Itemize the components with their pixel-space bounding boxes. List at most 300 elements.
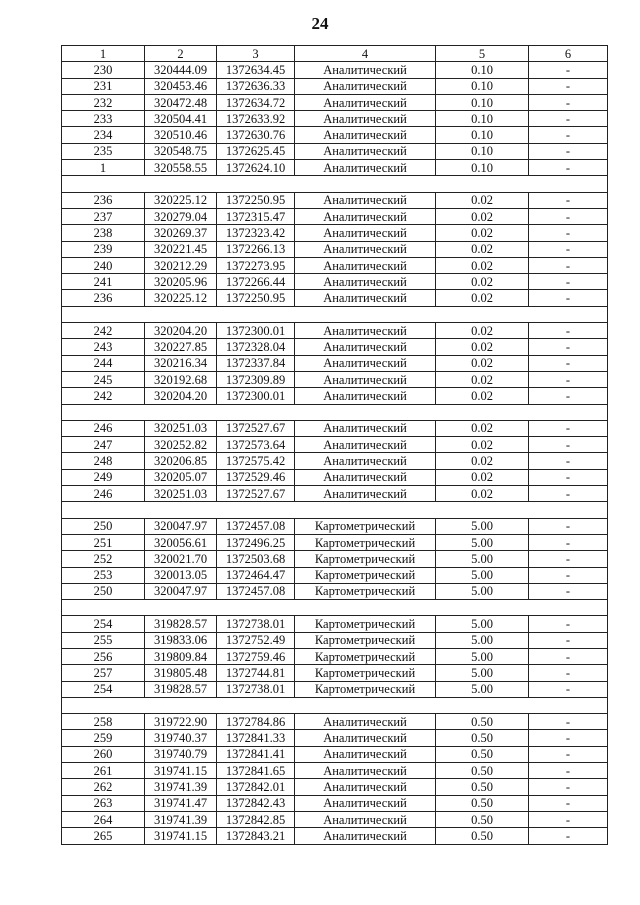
- table-cell: 257: [62, 665, 145, 681]
- table-cell: 245: [62, 371, 145, 387]
- table-header-row: [62, 46, 608, 62]
- table-cell: 320453.46: [145, 78, 217, 94]
- table-row: [62, 371, 608, 387]
- table-cell: -: [529, 127, 608, 143]
- table-cell: 5.00: [436, 518, 529, 534]
- table-cell: 0.50: [436, 779, 529, 795]
- table-row: [62, 714, 608, 730]
- empty-cell: [217, 306, 295, 322]
- empty-cell: [436, 502, 529, 518]
- table-cell: Аналитический: [295, 420, 436, 436]
- empty-cell: [529, 697, 608, 713]
- table-cell: 247: [62, 437, 145, 453]
- table-row: [62, 143, 608, 159]
- group-separator-row: [62, 404, 608, 420]
- empty-cell: [62, 502, 145, 518]
- table-cell: -: [529, 208, 608, 224]
- page-number: 24: [311, 14, 329, 33]
- table-cell: 0.50: [436, 714, 529, 730]
- table-row: [62, 208, 608, 224]
- empty-cell: [295, 600, 436, 616]
- table-cell: Картометрический: [295, 632, 436, 648]
- empty-cell: [145, 306, 217, 322]
- table-cell: -: [529, 811, 608, 827]
- empty-cell: [217, 502, 295, 518]
- table-cell: 0.02: [436, 192, 529, 208]
- table-cell: -: [529, 486, 608, 502]
- table-cell: Аналитический: [295, 730, 436, 746]
- empty-cell: [62, 176, 145, 192]
- table-cell: 320216.34: [145, 355, 217, 371]
- table-cell: 1372250.95: [217, 192, 295, 208]
- table-row: [62, 290, 608, 306]
- table-cell: 319809.84: [145, 648, 217, 664]
- table-cell: -: [529, 763, 608, 779]
- empty-cell: [295, 176, 436, 192]
- table-cell: Аналитический: [295, 160, 436, 176]
- empty-cell: [436, 600, 529, 616]
- table-cell: -: [529, 730, 608, 746]
- table-cell: 230: [62, 62, 145, 78]
- table-cell: Аналитический: [295, 241, 436, 257]
- table-cell: Картометрический: [295, 551, 436, 567]
- table-cell: 1372630.76: [217, 127, 295, 143]
- table-cell: 320056.61: [145, 534, 217, 550]
- table-cell: 320510.46: [145, 127, 217, 143]
- table-cell: 1372634.45: [217, 62, 295, 78]
- table-row: [62, 453, 608, 469]
- table-cell: 0.02: [436, 469, 529, 485]
- table-row: [62, 355, 608, 371]
- table-cell: -: [529, 795, 608, 811]
- empty-cell: [436, 404, 529, 420]
- table-cell: -: [529, 192, 608, 208]
- table-cell: 320225.12: [145, 290, 217, 306]
- table-cell: Аналитический: [295, 469, 436, 485]
- table-cell: 250: [62, 583, 145, 599]
- table-cell: 1372738.01: [217, 681, 295, 697]
- table-cell: 0.02: [436, 371, 529, 387]
- table-cell: 254: [62, 681, 145, 697]
- table-cell: 0.10: [436, 160, 529, 176]
- table-cell: -: [529, 828, 608, 844]
- table-cell: -: [529, 323, 608, 339]
- empty-cell: [145, 600, 217, 616]
- table-cell: 1372266.44: [217, 274, 295, 290]
- table-cell: 320252.82: [145, 437, 217, 453]
- table-cell: 1372633.92: [217, 111, 295, 127]
- table-cell: 5.00: [436, 616, 529, 632]
- table-cell: -: [529, 681, 608, 697]
- table-cell: 320204.20: [145, 388, 217, 404]
- table-cell: 1372625.45: [217, 143, 295, 159]
- empty-cell: [145, 404, 217, 420]
- table-row: [62, 648, 608, 664]
- empty-cell: [145, 176, 217, 192]
- group-separator-row: [62, 502, 608, 518]
- table-row: [62, 274, 608, 290]
- empty-cell: [436, 176, 529, 192]
- table-cell: 0.02: [436, 420, 529, 436]
- table-cell: Аналитический: [295, 62, 436, 78]
- table-cell: 320472.48: [145, 94, 217, 110]
- table-cell: 5.00: [436, 681, 529, 697]
- table-cell: Картометрический: [295, 681, 436, 697]
- table-cell: 0.10: [436, 127, 529, 143]
- table-cell: 320205.07: [145, 469, 217, 485]
- table-cell: 250: [62, 518, 145, 534]
- table-row: [62, 763, 608, 779]
- table-cell: 320251.03: [145, 486, 217, 502]
- table-cell: -: [529, 339, 608, 355]
- table-cell: 1372841.65: [217, 763, 295, 779]
- table-cell: 1372503.68: [217, 551, 295, 567]
- table-cell: 1372636.33: [217, 78, 295, 94]
- table-cell: 1372841.41: [217, 746, 295, 762]
- table-cell: 320279.04: [145, 208, 217, 224]
- table-cell: 5.00: [436, 551, 529, 567]
- table-row: [62, 486, 608, 502]
- table-cell: Аналитический: [295, 257, 436, 273]
- table-cell: -: [529, 518, 608, 534]
- group-separator-row: [62, 600, 608, 616]
- table-cell: 320269.37: [145, 225, 217, 241]
- table-cell: -: [529, 534, 608, 550]
- table-cell: 320205.96: [145, 274, 217, 290]
- table-cell: -: [529, 225, 608, 241]
- table-cell: 261: [62, 763, 145, 779]
- table-cell: 242: [62, 323, 145, 339]
- empty-cell: [217, 600, 295, 616]
- table-cell: 319833.06: [145, 632, 217, 648]
- table-cell: 0.02: [436, 355, 529, 371]
- column-header: 2: [145, 46, 217, 62]
- table-cell: 0.02: [436, 274, 529, 290]
- table-cell: 1372323.42: [217, 225, 295, 241]
- table-cell: -: [529, 616, 608, 632]
- table-cell: -: [529, 78, 608, 94]
- table-cell: -: [529, 420, 608, 436]
- empty-cell: [62, 600, 145, 616]
- table-cell: 320221.45: [145, 241, 217, 257]
- table-cell: Аналитический: [295, 111, 436, 127]
- column-header: 3: [217, 46, 295, 62]
- column-header: 5: [436, 46, 529, 62]
- table-cell: 1372457.08: [217, 583, 295, 599]
- table-cell: 243: [62, 339, 145, 355]
- table-cell: 320206.85: [145, 453, 217, 469]
- table-cell: -: [529, 567, 608, 583]
- table-cell: 1372842.01: [217, 779, 295, 795]
- table-cell: 320504.41: [145, 111, 217, 127]
- table-cell: 320047.97: [145, 518, 217, 534]
- table-cell: Аналитический: [295, 811, 436, 827]
- table-cell: 0.02: [436, 437, 529, 453]
- table-cell: 242: [62, 388, 145, 404]
- table-cell: 1372842.43: [217, 795, 295, 811]
- table-row: [62, 779, 608, 795]
- table-cell: 240: [62, 257, 145, 273]
- table-cell: 256: [62, 648, 145, 664]
- table-row: [62, 583, 608, 599]
- table-cell: 1372273.95: [217, 257, 295, 273]
- table-cell: -: [529, 274, 608, 290]
- table-cell: -: [529, 111, 608, 127]
- table-cell: 1372300.01: [217, 323, 295, 339]
- table-cell: 265: [62, 828, 145, 844]
- table-cell: 0.02: [436, 388, 529, 404]
- table-cell: 5.00: [436, 632, 529, 648]
- table-row: [62, 632, 608, 648]
- group-separator-row: [62, 176, 608, 192]
- table-cell: 320021.70: [145, 551, 217, 567]
- empty-cell: [295, 502, 436, 518]
- table-row: [62, 616, 608, 632]
- table-cell: 258: [62, 714, 145, 730]
- table-cell: -: [529, 437, 608, 453]
- table-cell: 264: [62, 811, 145, 827]
- table-cell: 248: [62, 453, 145, 469]
- table-cell: 1: [62, 160, 145, 176]
- table-cell: -: [529, 469, 608, 485]
- table-row: [62, 746, 608, 762]
- empty-cell: [295, 306, 436, 322]
- table-cell: Аналитический: [295, 274, 436, 290]
- table-cell: -: [529, 632, 608, 648]
- table-cell: 1372573.64: [217, 437, 295, 453]
- table-cell: 1372266.13: [217, 241, 295, 257]
- table-cell: 1372784.86: [217, 714, 295, 730]
- table-row: [62, 567, 608, 583]
- table-cell: Картометрический: [295, 518, 436, 534]
- table-cell: 1372337.84: [217, 355, 295, 371]
- table-cell: 0.02: [436, 290, 529, 306]
- empty-cell: [529, 176, 608, 192]
- table-cell: 260: [62, 746, 145, 762]
- table-cell: 1372841.33: [217, 730, 295, 746]
- table-cell: Аналитический: [295, 323, 436, 339]
- table-cell: 1372529.46: [217, 469, 295, 485]
- table-cell: 244: [62, 355, 145, 371]
- table-cell: 1372457.08: [217, 518, 295, 534]
- table-cell: Аналитический: [295, 388, 436, 404]
- table-cell: 249: [62, 469, 145, 485]
- table-cell: 319805.48: [145, 665, 217, 681]
- table-cell: 253: [62, 567, 145, 583]
- table-cell: -: [529, 257, 608, 273]
- table-cell: 1372315.47: [217, 208, 295, 224]
- table-cell: Аналитический: [295, 225, 436, 241]
- table-cell: 0.02: [436, 257, 529, 273]
- table-row: [62, 469, 608, 485]
- table-cell: 5.00: [436, 648, 529, 664]
- table-cell: 320047.97: [145, 583, 217, 599]
- table-cell: 0.02: [436, 339, 529, 355]
- table-cell: -: [529, 241, 608, 257]
- table-cell: Аналитический: [295, 371, 436, 387]
- table-cell: 319722.90: [145, 714, 217, 730]
- table-cell: 239: [62, 241, 145, 257]
- table-cell: 231: [62, 78, 145, 94]
- table-cell: -: [529, 160, 608, 176]
- table-cell: 5.00: [436, 534, 529, 550]
- table-cell: 0.02: [436, 323, 529, 339]
- empty-cell: [217, 176, 295, 192]
- table-cell: 254: [62, 616, 145, 632]
- table-row: [62, 730, 608, 746]
- table-cell: 0.50: [436, 795, 529, 811]
- table-cell: 234: [62, 127, 145, 143]
- table-cell: Аналитический: [295, 828, 436, 844]
- table-cell: 320192.68: [145, 371, 217, 387]
- table-cell: 1372300.01: [217, 388, 295, 404]
- table-cell: 0.02: [436, 225, 529, 241]
- table-row: [62, 388, 608, 404]
- table-cell: 1372744.81: [217, 665, 295, 681]
- empty-cell: [145, 502, 217, 518]
- table-cell: -: [529, 371, 608, 387]
- table-cell: 255: [62, 632, 145, 648]
- table-cell: 320212.29: [145, 257, 217, 273]
- table-cell: 246: [62, 486, 145, 502]
- table-cell: -: [529, 583, 608, 599]
- table-cell: 319741.15: [145, 828, 217, 844]
- table-cell: 252: [62, 551, 145, 567]
- table-cell: 1372328.04: [217, 339, 295, 355]
- table-row: [62, 192, 608, 208]
- table-cell: -: [529, 355, 608, 371]
- table-cell: Аналитический: [295, 94, 436, 110]
- table-cell: 319741.47: [145, 795, 217, 811]
- empty-cell: [217, 697, 295, 713]
- empty-cell: [529, 404, 608, 420]
- table-cell: 1372842.85: [217, 811, 295, 827]
- empty-cell: [62, 404, 145, 420]
- empty-cell: [62, 697, 145, 713]
- table-cell: Картометрический: [295, 616, 436, 632]
- table-cell: 320225.12: [145, 192, 217, 208]
- table-row: [62, 665, 608, 681]
- table-row: [62, 534, 608, 550]
- table-row: [62, 160, 608, 176]
- table-cell: Аналитический: [295, 208, 436, 224]
- table-cell: -: [529, 714, 608, 730]
- table-cell: 235: [62, 143, 145, 159]
- table-row: [62, 420, 608, 436]
- table-cell: -: [529, 94, 608, 110]
- table-row: [62, 811, 608, 827]
- table-cell: 319828.57: [145, 681, 217, 697]
- table-cell: 0.50: [436, 746, 529, 762]
- table-cell: 0.10: [436, 62, 529, 78]
- table-body: [62, 62, 608, 844]
- table-cell: 320251.03: [145, 420, 217, 436]
- table-cell: 259: [62, 730, 145, 746]
- table-cell: 320558.55: [145, 160, 217, 176]
- table-cell: 232: [62, 94, 145, 110]
- table-cell: 0.10: [436, 94, 529, 110]
- table-row: [62, 681, 608, 697]
- table-cell: 251: [62, 534, 145, 550]
- table-cell: 1372752.49: [217, 632, 295, 648]
- table-row: [62, 323, 608, 339]
- table-row: [62, 437, 608, 453]
- table-cell: 1372527.67: [217, 420, 295, 436]
- table-cell: 0.10: [436, 111, 529, 127]
- table-cell: 0.02: [436, 241, 529, 257]
- table-cell: -: [529, 648, 608, 664]
- table-cell: Картометрический: [295, 567, 436, 583]
- table-cell: Аналитический: [295, 339, 436, 355]
- table-row: [62, 828, 608, 844]
- table-cell: Картометрический: [295, 534, 436, 550]
- table-row: [62, 62, 608, 78]
- table-row: [62, 127, 608, 143]
- table-cell: Аналитический: [295, 78, 436, 94]
- table-cell: 1372250.95: [217, 290, 295, 306]
- table-cell: Аналитический: [295, 355, 436, 371]
- table-cell: 0.10: [436, 143, 529, 159]
- empty-cell: [145, 697, 217, 713]
- empty-cell: [529, 306, 608, 322]
- table-cell: 1372759.46: [217, 648, 295, 664]
- table-cell: Аналитический: [295, 714, 436, 730]
- table-cell: -: [529, 62, 608, 78]
- table-cell: 0.50: [436, 730, 529, 746]
- table-cell: 233: [62, 111, 145, 127]
- empty-cell: [436, 306, 529, 322]
- group-separator-row: [62, 306, 608, 322]
- table-cell: Аналитический: [295, 143, 436, 159]
- table-cell: -: [529, 388, 608, 404]
- table-cell: 0.02: [436, 453, 529, 469]
- table-cell: -: [529, 453, 608, 469]
- table-cell: 1372843.21: [217, 828, 295, 844]
- table-cell: 5.00: [436, 583, 529, 599]
- table-cell: 1372464.47: [217, 567, 295, 583]
- table-cell: 246: [62, 420, 145, 436]
- table-row: [62, 518, 608, 534]
- table-cell: 263: [62, 795, 145, 811]
- table-cell: 319828.57: [145, 616, 217, 632]
- table-row: [62, 94, 608, 110]
- empty-cell: [295, 404, 436, 420]
- table-cell: 236: [62, 192, 145, 208]
- table-cell: Картометрический: [295, 648, 436, 664]
- table-cell: Аналитический: [295, 192, 436, 208]
- column-header: 1: [62, 46, 145, 62]
- table-cell: 262: [62, 779, 145, 795]
- table-cell: 1372527.67: [217, 486, 295, 502]
- table-cell: 0.50: [436, 811, 529, 827]
- table-cell: -: [529, 290, 608, 306]
- table-cell: 320444.09: [145, 62, 217, 78]
- group-separator-row: [62, 697, 608, 713]
- table-cell: -: [529, 143, 608, 159]
- table-cell: 237: [62, 208, 145, 224]
- table-cell: Аналитический: [295, 763, 436, 779]
- table-cell: Картометрический: [295, 665, 436, 681]
- table-cell: 319741.39: [145, 811, 217, 827]
- table-cell: 1372738.01: [217, 616, 295, 632]
- empty-cell: [217, 404, 295, 420]
- coordinates-table: [61, 45, 608, 845]
- table-cell: 238: [62, 225, 145, 241]
- column-header: 4: [295, 46, 436, 62]
- table-cell: Картометрический: [295, 583, 436, 599]
- column-header: 6: [529, 46, 608, 62]
- table-cell: 319741.39: [145, 779, 217, 795]
